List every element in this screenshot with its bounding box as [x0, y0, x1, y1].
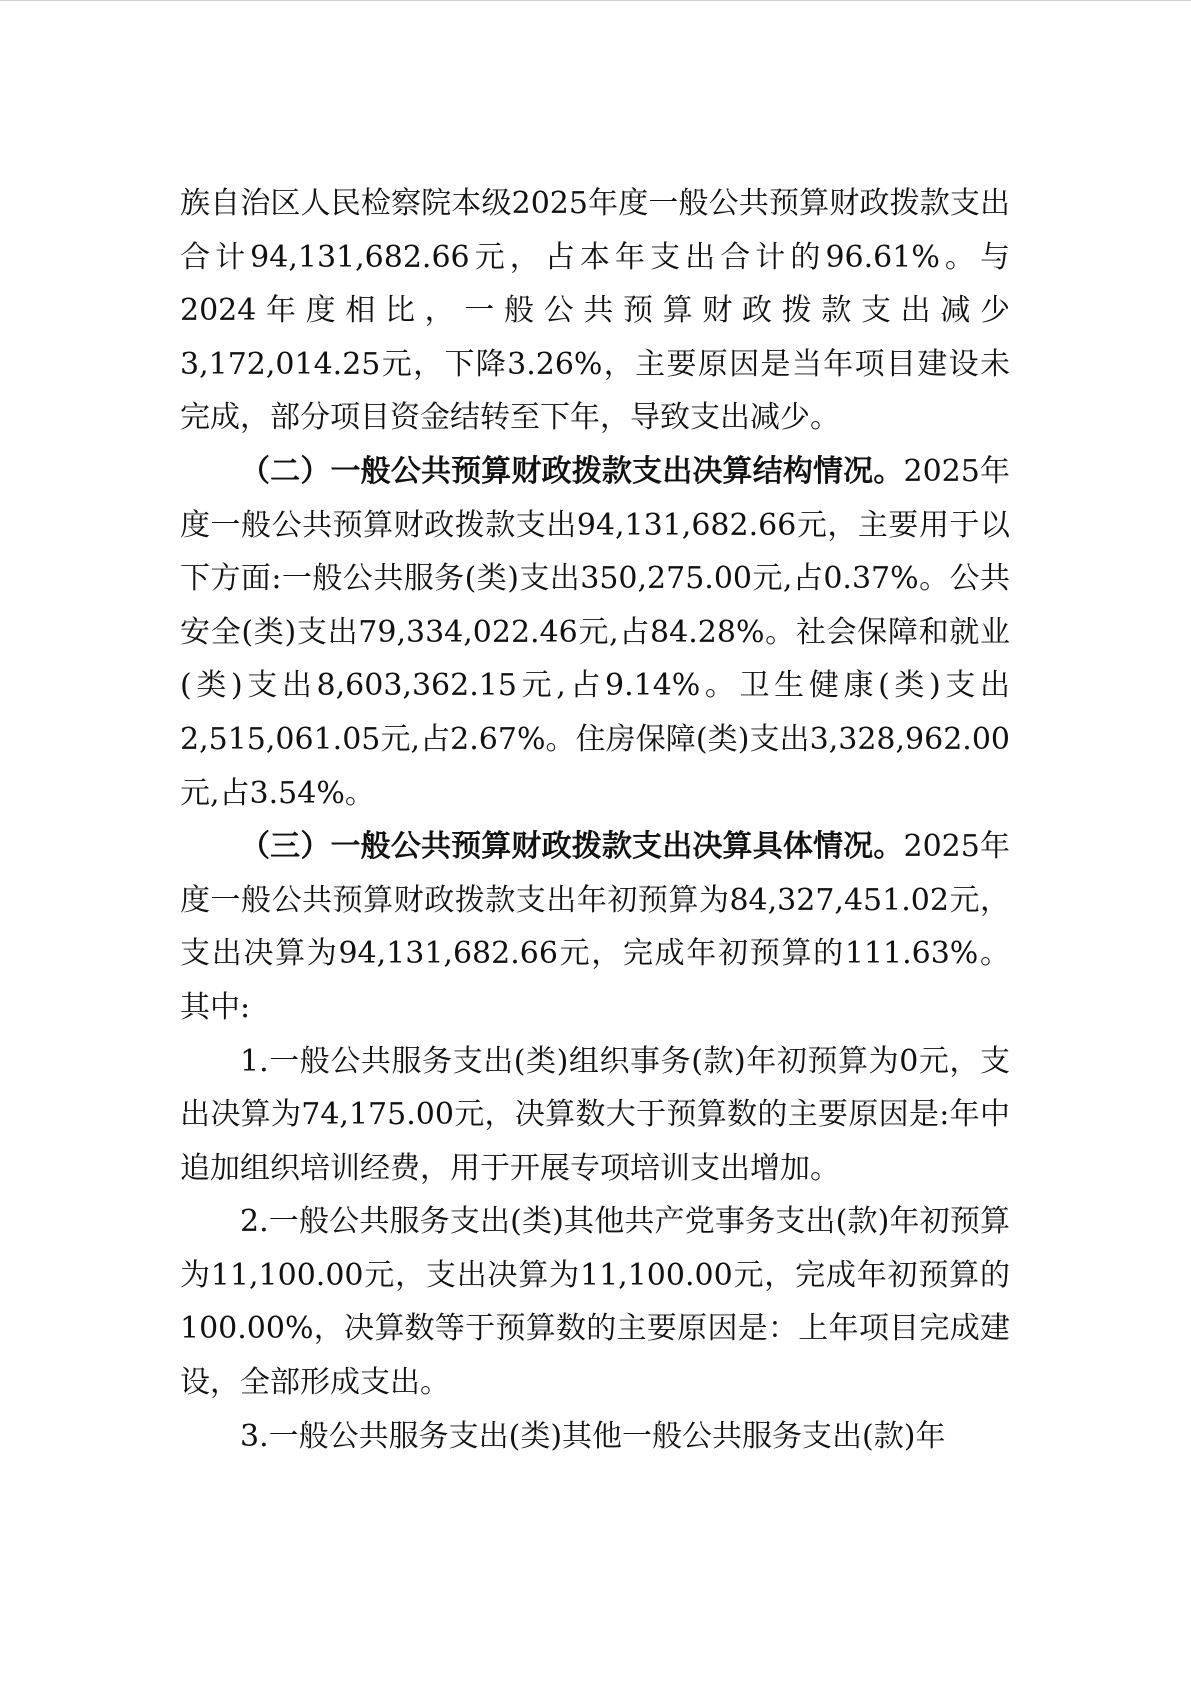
list-item-3: 3.一般公共服务支出(类)其他一般公共服务支出(款)年	[240, 1418, 946, 1454]
paragraph-expenditure-details	[180, 820, 1010, 1034]
list-item-1: 1.一般公共服务支出(类)组织事务(款)年初预算为0元，支出决算为74,175.00元，决算数大于预算数的主要原因是:年中追加组织培训经费，用于开展专项培训支出增加。	[180, 1043, 1010, 1186]
paragraph-text: 2025年度一般公共预算财政拨款支出年初预算为84,327,451.02元，支出决算为94,131,682.66元，完成年初预算的111.63%。其中:	[180, 829, 1010, 1025]
paragraph-continuation: 族自治区人民检察院本级2025年度一般公共预算财政拨款支出合计94,131,682.66元，占本年支出合计的96.61%。与2024年度相比，一般公共预算财政拨款支出减少3,172,014.25元，下降3.26%，主要原因是当年项目建设未完成，部分项目资金结转至下年，导致支出减少。	[180, 186, 1010, 436]
section-heading-details: （三）一般公共预算财政拨款支出决算具体情况。	[240, 829, 904, 865]
paragraph-text: 2025年度一般公共预算财政拨款支出94,131,682.66元，主要用于以下方面:一般公共服务(类)支出350,275.00元,占0.37%。公共安全(类)支出79,334,022.46元,占84.28%。社会保障和就业(类)支出8,603,362.15元,占9.14%。卫生健康(类)支出2,515,061.05元,占2.67%。住房保障(类)支出3,328,962.00元,占3.54%。	[180, 453, 1010, 811]
page-top-border	[0, 0, 1191, 1]
list-item-2: 2.一般公共服务支出(类)其他共产党事务支出(款)年初预算为11,100.00元，支出决算为11,100.00元，完成年初预算的100.00%，决算数等于预算数的主要原因是：上年项目完成建设，全部形成支出。	[180, 1204, 1010, 1401]
paragraph-expenditure-structure	[180, 445, 1010, 820]
document-body	[180, 177, 1010, 1463]
section-heading-structure: （二）一般公共预算财政拨款支出决算结构情况。	[240, 453, 904, 489]
